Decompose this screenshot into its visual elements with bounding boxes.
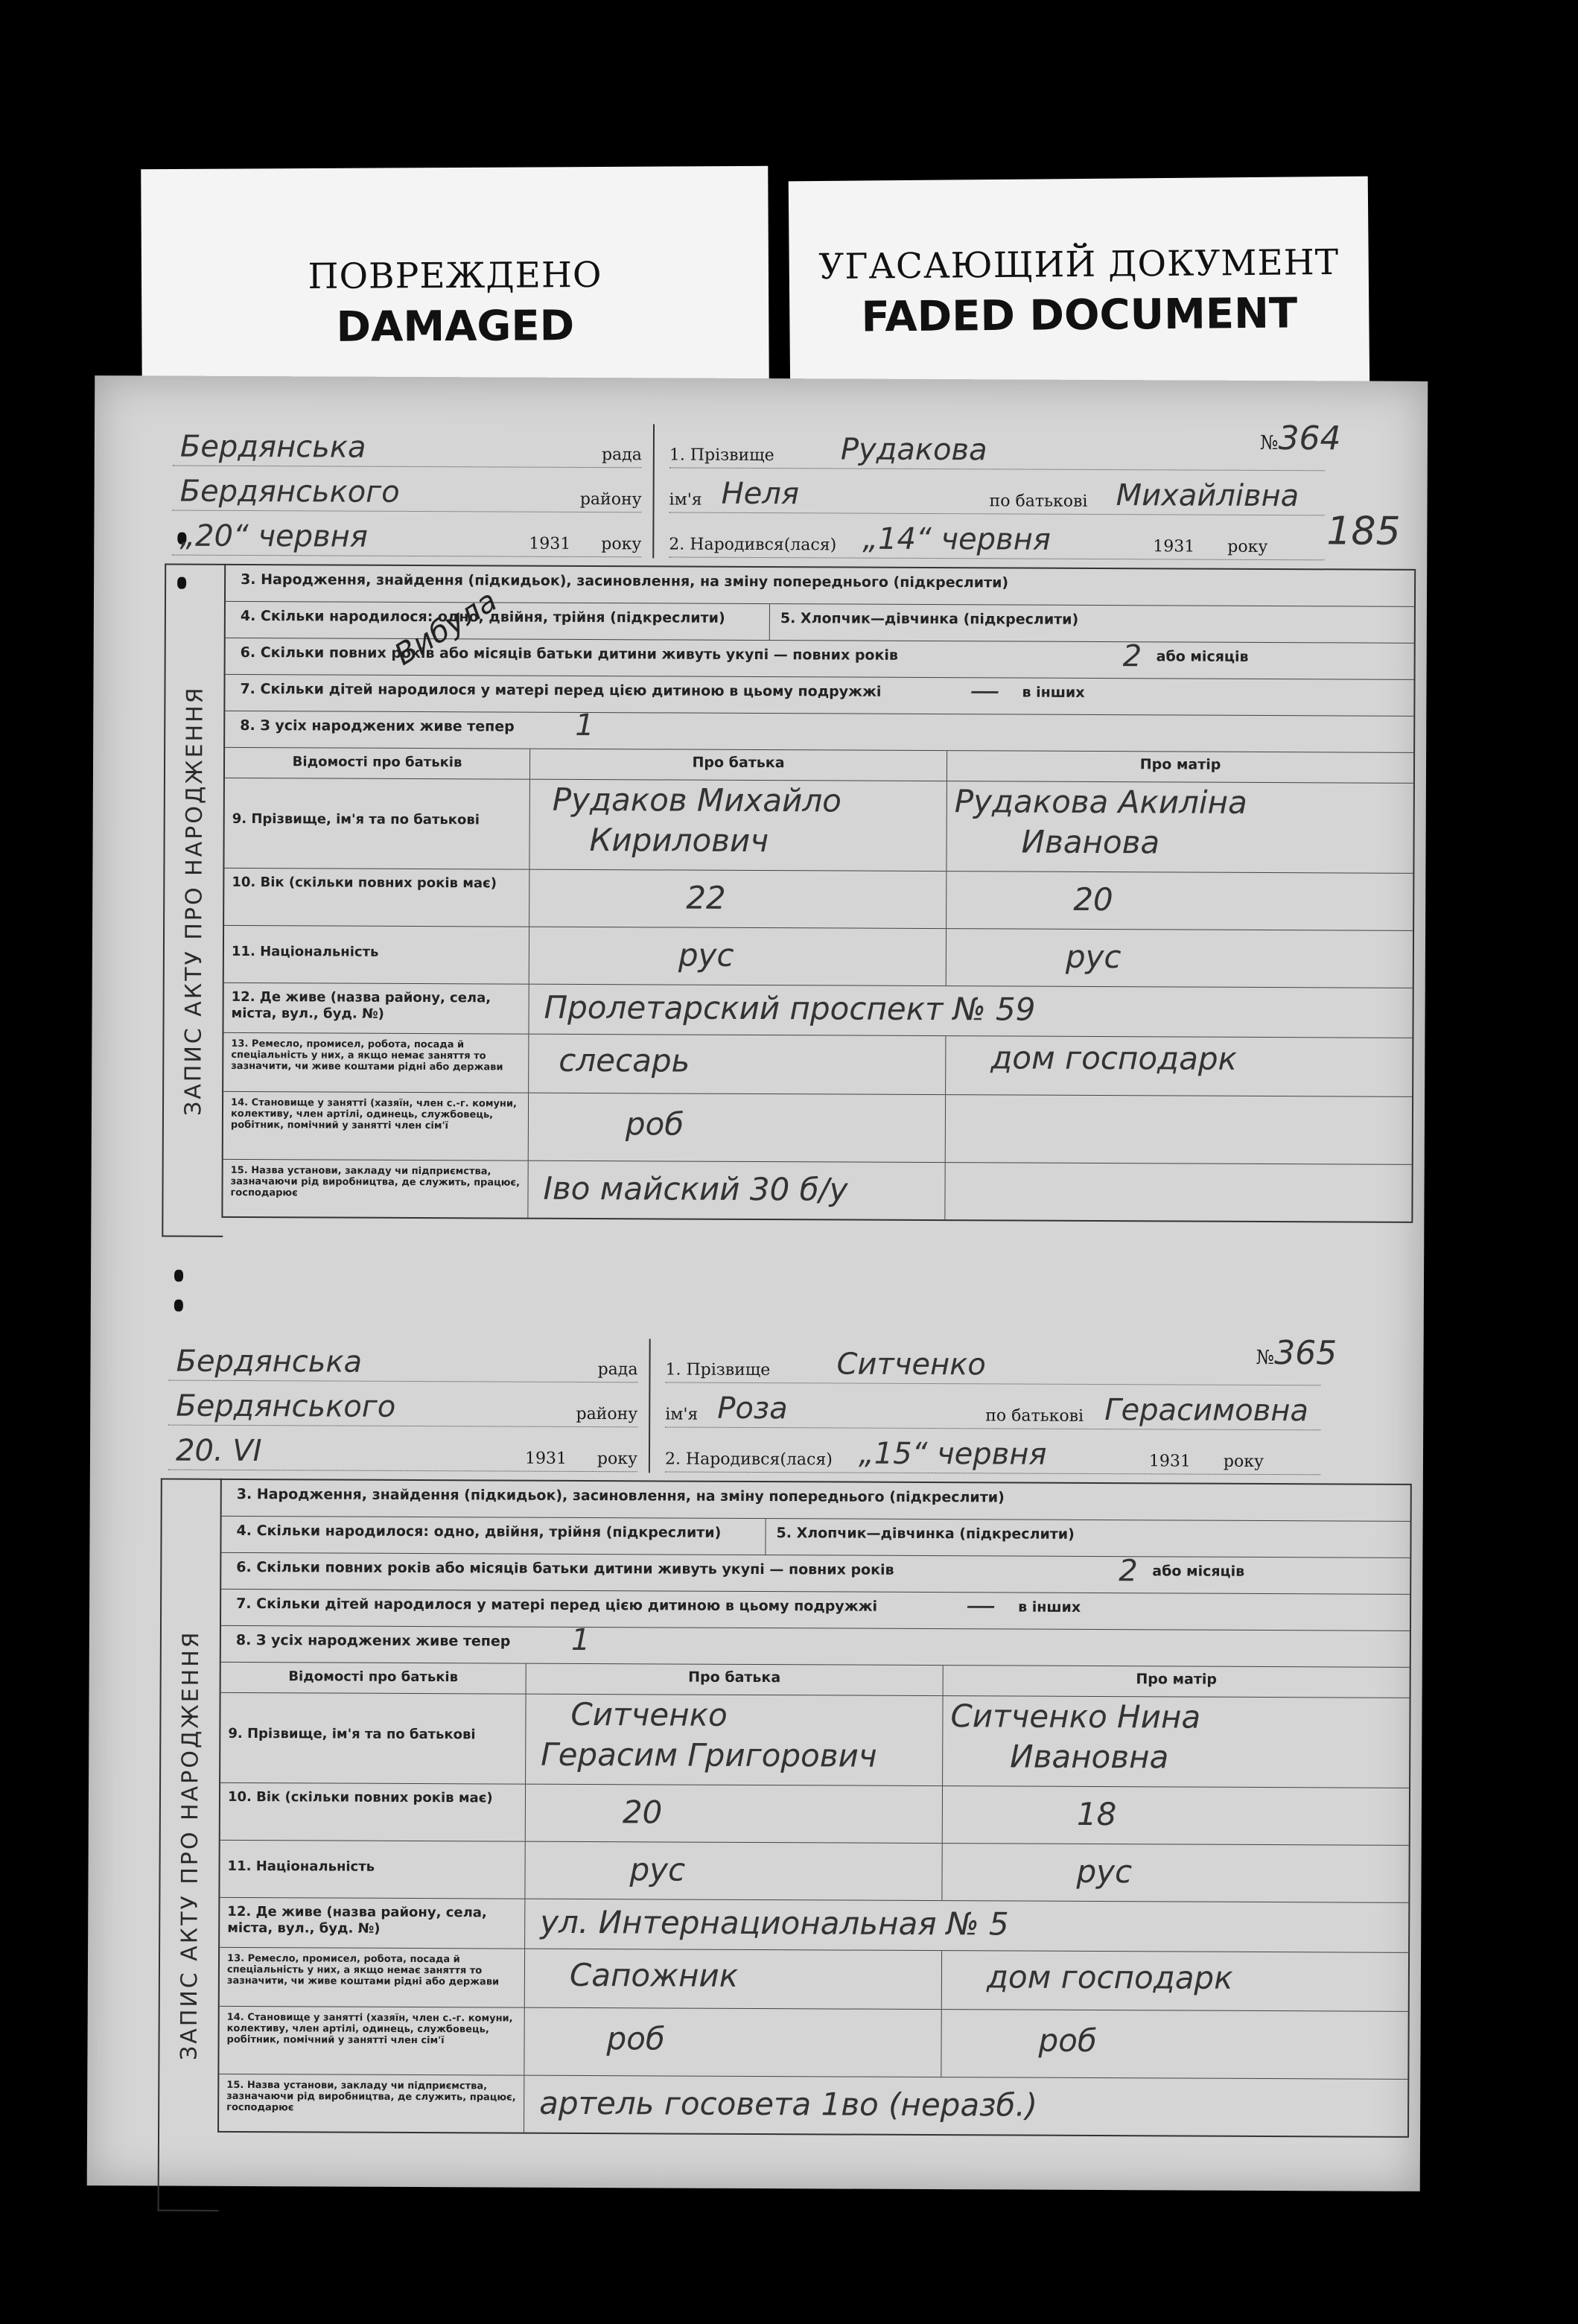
raion-line <box>173 467 642 513</box>
r15-row: 15. Назва установи, закладу чи підприємства, зазначаючи рід виробництва, де служить, працює, господарює артель госовета 1во (неразб.) <box>219 2074 1407 2136</box>
roku-label: року <box>601 535 642 554</box>
q7-row: 7. Скільки дітей народилося у матері перед цією дитиною в цьому подружжі — в інших <box>221 1590 1410 1631</box>
r13-row: 13. Ремесло, промисел, робота, посада й спеціальність у них, а якщо немає заняття то зазначити, чи живе коштами рідні або держави слесарь дом господарк <box>223 1033 1412 1097</box>
roku-label: року <box>596 1450 638 1469</box>
raion-line <box>168 1382 637 1428</box>
rada-label: рада <box>601 445 642 465</box>
birth-handwriting: „15“ червня <box>858 1436 1047 1472</box>
surname-label: 1. Прізвище <box>665 1360 771 1380</box>
birth-roku-label: року <box>1223 1452 1264 1471</box>
name-line <box>665 1383 1320 1430</box>
record-number: №364 <box>1259 419 1341 458</box>
table-header-row: Відомості про батьків Про батька Про матір <box>225 748 1413 784</box>
birth-line <box>665 1428 1320 1475</box>
side-title: ЗАПИС АКТУ ПРО НАРОДЖЕННЯ <box>162 564 226 1237</box>
year-prefix: 1931 <box>524 1449 567 1468</box>
birth-line <box>669 513 1324 560</box>
faded-label-en: FADED DOCUMENT <box>861 289 1298 342</box>
rada-line <box>173 422 642 469</box>
birth-year: 1931 <box>1153 537 1195 556</box>
r9-row: 9. Прізвище, ім'я та по батькові Рудаков Михайло Кирилович Рудакова Акиліна Иванова <box>224 778 1413 874</box>
birth-form <box>217 1479 1412 2138</box>
surname-handwriting: Ситченко <box>836 1347 986 1382</box>
rada-label: рада <box>597 1360 638 1380</box>
patronymic-label: по батькові <box>985 1406 1084 1426</box>
r9-row: 9. Прізвище, ім'я та по батькові Ситченко Герасим Григорович Ситченко Нина Ивановна <box>220 1693 1410 1788</box>
record-number: №365 <box>1256 1334 1337 1373</box>
rada-handwriting: Бердянська <box>179 429 366 465</box>
raion-label: району <box>576 1404 638 1424</box>
q7-row: 7. Скільки дітей народилося у матері перед цією дитиною в цьому подружжі — в інших <box>225 675 1413 717</box>
patronymic-handwriting: Герасимовна <box>1104 1393 1309 1429</box>
birth-form <box>221 564 1416 1223</box>
punch-hole <box>174 1300 183 1312</box>
record-header-middle <box>652 424 1325 561</box>
r12-row: 12. Де живе (назва району, села, міста, вул., буд. №) ул. Интернациональная № 5 <box>220 1898 1408 1953</box>
birth-record-2 <box>158 1334 1413 2214</box>
r10-row: 10. Вік (скільки повних років має) 22 20 <box>224 869 1413 931</box>
r14-row: 14. Становище у занятті (хазяїн, член с.-г. комуни, колективу, член артілі, одинець, службовець, робітник, помічний у занятті член сім'ї роб <box>223 1092 1412 1165</box>
q6-row: 6. Скільки повних років або місяців батьки дитини живуть укупі — повних років 2 або місяців <box>221 1553 1410 1595</box>
q8-row: 8. З усіх народжених живе тепер 1 <box>221 1626 1410 1668</box>
table-header-row: Відомості про батьків Про батька Про матір <box>221 1663 1410 1698</box>
q4-row: 4. Скільки народилося: одно, двійня, трійня (підкреслити) 5. Хлопчик—дівчинка (підкреслити) <box>221 1517 1410 1558</box>
q3-row: 3. Народження, знайдення (підкидьок), засиновлення, на зміну попереднього (підкреслити) <box>222 1480 1410 1522</box>
date-handwriting: „20“ червня <box>179 518 368 554</box>
record-header-left <box>161 1337 638 1473</box>
rada-line <box>168 1337 637 1383</box>
faded-label-card <box>789 177 1370 399</box>
name-handwriting: Неля <box>721 476 800 512</box>
birth-record-1 <box>162 419 1416 1239</box>
name-line <box>669 469 1325 515</box>
birth-handwriting: „14“ червня <box>862 521 1051 557</box>
surname-line <box>669 424 1325 471</box>
date-line <box>168 1426 637 1473</box>
document-sheet <box>87 375 1428 2191</box>
r13-row: 13. Ремесло, промисел, робота, посада й спеціальність у них, а якщо немає заняття то зазначити, чи живе коштами рідні або держави Сапожник дом господарк <box>220 1948 1408 2012</box>
raion-handwriting: Бердянського <box>179 474 400 509</box>
birth-roku-label: року <box>1227 537 1268 556</box>
damaged-label-ru: ПОВРЕЖДЕНО <box>308 254 602 298</box>
birth-label: 2. Народився(лася) <box>669 535 837 555</box>
surname-label: 1. Прізвище <box>669 445 774 466</box>
record-header-middle <box>649 1339 1321 1476</box>
q4-row: 4. Скільки народилося: одно, двійня, трійня (підкреслити) 5. Хлопчик—дівчинка (підкреслити) <box>226 602 1414 644</box>
damaged-label-en: DAMAGED <box>336 302 575 352</box>
raion-handwriting: Бердянського <box>176 1388 396 1424</box>
year-prefix: 1931 <box>529 534 571 553</box>
rada-handwriting: Бердянська <box>176 1344 363 1380</box>
q6-row: 6. Скільки повних років або місяців батьки дитини живуть укупі — повних років 2 або місяців <box>226 638 1414 680</box>
damaged-label-card <box>141 166 769 385</box>
r14-row: 14. Становище у занятті (хазяїн, член с.-г. комуни, колективу, член артілі, одинець, службовець, робітник, помічний у занятті член сім'ї роб роб <box>219 2007 1407 2080</box>
name-label: ім'я <box>669 490 702 509</box>
r15-row: 15. Назва установи, закладу чи підприємства, зазначаючи рід виробництва, де служить, працює, господарює Іво майский 30 б/у <box>223 1160 1411 1222</box>
birth-label: 2. Народився(лася) <box>664 1450 833 1470</box>
surname-handwriting: Рудакова <box>840 432 987 468</box>
handwritten-annotation: Вибула <box>389 583 503 673</box>
name-handwriting: Роза <box>717 1391 788 1426</box>
q8-row: 8. З усіх народжених живе тепер 1 <box>225 711 1413 753</box>
date-handwriting: 20. VI <box>175 1433 262 1469</box>
r12-row: 12. Де живе (назва району, села, міста, вул., буд. №) Пролетарский проспект № 59 <box>223 983 1412 1038</box>
r10-row: 10. Вік (скільки повних років має) 20 18 <box>220 1783 1409 1846</box>
birth-year: 1931 <box>1148 1452 1192 1471</box>
patronymic-label: по батькові <box>989 492 1088 511</box>
side-number-handwriting: 185 <box>1326 509 1401 554</box>
punch-hole <box>174 1270 183 1282</box>
r11-row: 11. Національність рус рус <box>220 1841 1408 1903</box>
r11-row: 11. Національність рус рус <box>224 926 1413 988</box>
patronymic-handwriting: Михайлівна <box>1116 478 1299 514</box>
side-title: ЗАПИС АКТУ ПРО НАРОДЖЕННЯ <box>158 1479 222 2212</box>
record-header-left <box>165 422 642 559</box>
q3-row: 3. Народження, знайдення (підкидьок), засиновлення, на зміну попереднього (підкреслити) <box>226 565 1414 607</box>
surname-line <box>665 1339 1320 1385</box>
date-line <box>172 512 641 558</box>
faded-label-ru: УГАСАЮЩИЙ ДОКУМЕНТ <box>818 241 1340 288</box>
name-label: ім'я <box>665 1405 699 1424</box>
raion-label: району <box>579 489 642 509</box>
